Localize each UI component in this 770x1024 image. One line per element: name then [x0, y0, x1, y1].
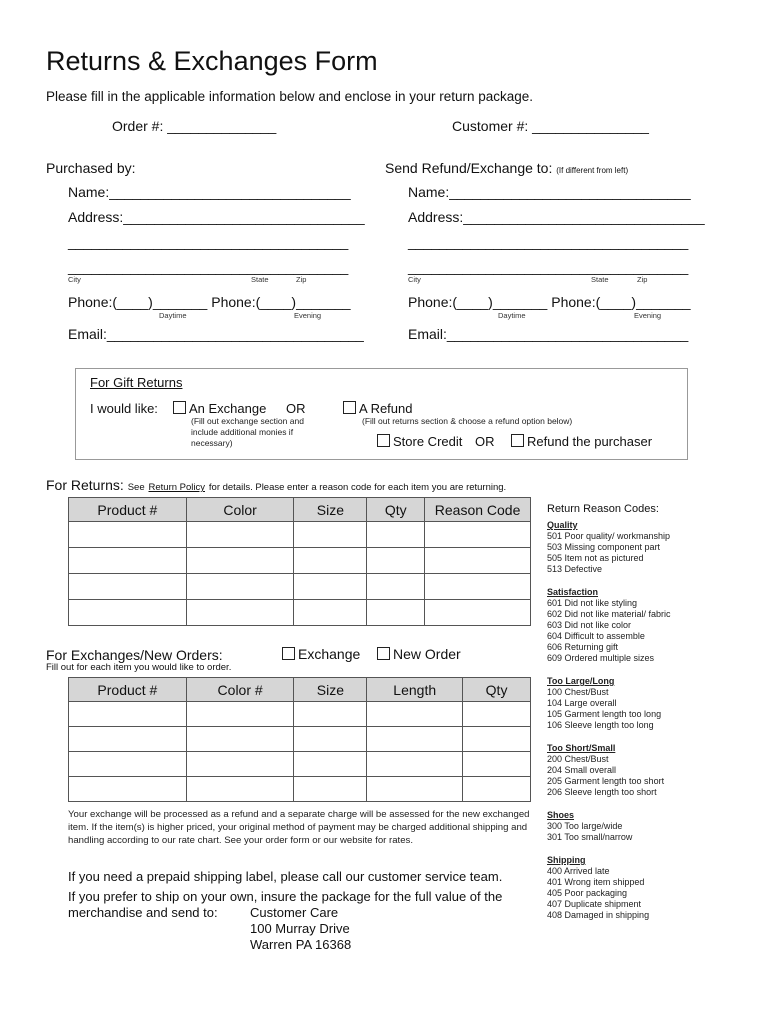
new-order-label: New Order: [393, 646, 461, 662]
table-cell[interactable]: [367, 702, 463, 727]
send-to-heading: [385, 160, 628, 176]
col-product: Product #: [69, 678, 187, 702]
table-cell[interactable]: [294, 752, 367, 777]
send-to-daytime-label: Daytime: [498, 311, 526, 320]
reason-codes-heading: Return Reason Codes:: [547, 503, 659, 515]
table-row[interactable]: [69, 548, 531, 574]
col-qty: Qty: [463, 678, 531, 702]
col-color: Color: [186, 498, 294, 522]
table-cell[interactable]: [367, 727, 463, 752]
send-to-note: (If different from left): [556, 166, 629, 175]
reason-code-item: 100 Chest/Bust: [547, 687, 609, 697]
purchased-daytime-label: Daytime: [159, 311, 187, 320]
table-cell[interactable]: [294, 702, 367, 727]
reason-code-item: 602 Did not like material/ fabric: [547, 609, 671, 619]
table-cell[interactable]: [425, 522, 531, 548]
table-cell[interactable]: [69, 727, 187, 752]
exchange-option-label: An Exchange: [189, 401, 267, 416]
table-row[interactable]: [69, 752, 531, 777]
exchange-checkbox[interactable]: [173, 401, 186, 414]
exchanges-heading: For Exchanges/New Orders:: [46, 647, 223, 663]
reason-code-item: 407 Duplicate shipment: [547, 899, 642, 909]
reason-group-title: Too Large/Long: [547, 676, 615, 686]
table-cell[interactable]: [367, 548, 425, 574]
send-to-name-field[interactable]: Name:_______________________________: [408, 184, 691, 200]
table-row[interactable]: [69, 600, 531, 626]
table-cell[interactable]: [186, 752, 294, 777]
reason-code-item: 513 Defective: [547, 564, 603, 574]
store-credit-label: Store Credit: [393, 434, 463, 449]
gift-returns-heading: For Gift Returns: [90, 375, 183, 390]
table-cell[interactable]: [463, 702, 531, 727]
table-cell[interactable]: [294, 548, 367, 574]
gift-exchange-option[interactable]: [173, 401, 266, 416]
reason-code-item: 206 Sleeve length too short: [547, 787, 657, 797]
col-qty: Qty: [367, 498, 425, 522]
send-to-address-line2[interactable]: ____________________________________: [408, 234, 689, 250]
returns-heading: For Returns:: [46, 477, 124, 493]
reason-code-item: 601 Did not like styling: [547, 598, 638, 608]
table-cell[interactable]: [69, 702, 187, 727]
exchanges-subtext: Fill out for each item you would like to order.: [46, 662, 232, 673]
send-to-city-line[interactable]: ____________________________________: [408, 259, 689, 275]
reason-code-item: 400 Arrived late: [547, 866, 610, 876]
reason-code-item: 300 Too large/wide: [547, 821, 623, 831]
table-cell[interactable]: [463, 777, 531, 802]
new-order-option[interactable]: [377, 646, 461, 662]
purchased-state-label: State: [251, 275, 269, 284]
table-cell[interactable]: [294, 777, 367, 802]
reason-group-satisfaction: [547, 587, 671, 664]
exchanges-header-row: [69, 678, 531, 702]
ship-address-line3: Warren PA 16368: [250, 937, 352, 952]
exchange-note: (Fill out exchange section and include additional monies if necessary): [191, 416, 304, 448]
reason-code-item: 301 Too small/narrow: [547, 832, 633, 842]
table-row[interactable]: [69, 777, 531, 802]
reason-code-item: 104 Large overall: [547, 698, 617, 708]
form-title: Returns & Exchanges Form: [46, 46, 378, 76]
send-to-email-field[interactable]: Email:_______________________________: [408, 326, 689, 342]
send-to-zip-label: Zip: [637, 275, 648, 284]
table-cell[interactable]: [186, 522, 294, 548]
reason-code-item: 603 Did not like color: [547, 620, 632, 630]
table-cell[interactable]: [367, 522, 425, 548]
order-number-field[interactable]: Order #: ______________: [112, 118, 277, 134]
reason-group-too-short: [547, 743, 664, 798]
table-cell[interactable]: [69, 574, 187, 600]
customer-number-field[interactable]: Customer #: _______________: [452, 118, 649, 134]
table-cell[interactable]: [425, 600, 531, 626]
table-cell[interactable]: [367, 777, 463, 802]
reason-code-item: 503 Missing component part: [547, 542, 661, 552]
refund-note: (Fill out returns section & choose a refund option below): [362, 416, 573, 426]
reason-code-item: 200 Chest/Bust: [547, 754, 609, 764]
table-cell[interactable]: [294, 522, 367, 548]
purchased-by-heading: Purchased by:: [46, 160, 136, 176]
table-cell[interactable]: [186, 727, 294, 752]
reason-group-quality: [547, 520, 670, 575]
returns-header-row: [69, 498, 531, 522]
table-cell[interactable]: [69, 600, 187, 626]
col-reason-code: Reason Code: [425, 498, 531, 522]
purchased-city-line[interactable]: ____________________________________: [68, 259, 349, 275]
reason-code-item: 604 Difficult to assemble: [547, 631, 645, 641]
send-to-address-field[interactable]: Address:_______________________________: [408, 209, 705, 225]
table-cell[interactable]: [186, 548, 294, 574]
table-cell[interactable]: [186, 600, 294, 626]
table-cell[interactable]: [186, 702, 294, 727]
reason-code-item: 501 Poor quality/ workmanship: [547, 531, 671, 541]
reason-code-item: 106 Sleeve length too long: [547, 720, 654, 730]
table-row[interactable]: [69, 702, 531, 727]
reason-code-item: 401 Wrong item shipped: [547, 877, 645, 887]
table-cell[interactable]: [367, 600, 425, 626]
ship-address-line2: 100 Murray Drive: [250, 921, 350, 936]
returns-details-text: for details. Please enter a reason code for each item you are returning.: [208, 482, 507, 493]
table-cell[interactable]: [69, 522, 187, 548]
purchased-email-field[interactable]: Email:_________________________________: [68, 326, 364, 342]
reason-group-shoes: [547, 810, 632, 843]
send-to-phone-field[interactable]: Phone:(____)_______ Phone:(____)_______: [408, 294, 691, 310]
table-cell[interactable]: [69, 548, 187, 574]
send-to-evening-label: Evening: [634, 311, 662, 320]
send-to-heading-text: Send Refund/Exchange to:: [385, 160, 553, 176]
exchange-type-checkbox[interactable]: [282, 647, 295, 660]
table-cell[interactable]: [425, 574, 531, 600]
table-row[interactable]: [69, 574, 531, 600]
col-color: Color #: [186, 678, 294, 702]
reason-code-item: 609 Ordered multiple sizes: [547, 653, 655, 663]
new-order-checkbox[interactable]: [377, 647, 390, 660]
purchased-city-label: City: [68, 275, 81, 284]
ship-own-line2: merchandise and send to:: [68, 905, 218, 920]
table-cell[interactable]: [463, 752, 531, 777]
reason-group-title: Too Short/Small: [547, 743, 616, 753]
purchased-zip-label: Zip: [296, 275, 307, 284]
table-cell[interactable]: [186, 777, 294, 802]
table-row[interactable]: [69, 522, 531, 548]
exchange-note: Your exchange will be processed as a refund and a separate charge will be assessed for the new exchanged item. If the item(s) is higher priced, your original method of payment may be charged additional shipping and handling according to our rate chart. See your order form or our website for rates.: [68, 809, 530, 846]
refund-purchaser-label: Refund the purchaser: [527, 434, 653, 449]
reason-group-title: Shipping: [547, 855, 586, 865]
reason-group-too-large: [547, 676, 661, 731]
table-row[interactable]: [69, 727, 531, 752]
reason-code-item: 204 Small overall: [547, 765, 617, 775]
purchased-address-field[interactable]: Address:_______________________________: [68, 209, 365, 225]
table-cell[interactable]: [367, 574, 425, 600]
refund-checkbox[interactable]: [343, 401, 356, 414]
purchased-phone-field[interactable]: Phone:(____)_______ Phone:(____)_______: [68, 294, 351, 310]
reason-code-item: 105 Garment length too long: [547, 709, 662, 719]
exchange-type-option[interactable]: [282, 646, 360, 662]
return-policy-link[interactable]: Return Policy: [148, 482, 205, 493]
table-cell[interactable]: [294, 600, 367, 626]
store-credit-checkbox[interactable]: [377, 434, 390, 447]
send-to-city-label: City: [408, 275, 421, 284]
ship-address-line1: Customer Care: [250, 905, 339, 920]
col-size: Size: [294, 678, 367, 702]
reason-code-item: 205 Garment length too short: [547, 776, 665, 786]
table-cell[interactable]: [294, 727, 367, 752]
exchanges-table: [68, 677, 531, 802]
returns-see-text: See: [127, 482, 145, 493]
reason-code-item: 505 Item not as pictured: [547, 553, 644, 563]
reason-code-item: 405 Poor packaging: [547, 888, 628, 898]
table-cell[interactable]: [367, 752, 463, 777]
exchange-type-label: Exchange: [298, 646, 361, 662]
returns-table: [68, 497, 531, 626]
table-cell[interactable]: [425, 548, 531, 574]
gift-refund-option[interactable]: [343, 401, 413, 416]
purchased-address-line2[interactable]: ____________________________________: [68, 234, 349, 250]
refund-purchaser-checkbox[interactable]: [511, 434, 524, 447]
table-cell[interactable]: [294, 574, 367, 600]
prepaid-label-text: If you need a prepaid shipping label, please call our customer service team.: [68, 869, 503, 884]
table-cell[interactable]: [463, 727, 531, 752]
reason-group-title: Quality: [547, 520, 578, 530]
refund-or-label: OR: [475, 434, 495, 449]
reason-group-title: Satisfaction: [547, 587, 599, 597]
send-to-state-label: State: [591, 275, 609, 284]
intro-text: Please fill in the applicable information below and enclose in your return package.: [46, 89, 534, 104]
returns-heading-row: [46, 477, 506, 493]
col-product: Product #: [69, 498, 187, 522]
table-cell[interactable]: [69, 752, 187, 777]
ship-own-line1: If you prefer to ship on your own, insure the package for the full value of the: [68, 889, 503, 904]
reason-group-title: Shoes: [547, 810, 575, 820]
store-credit-option[interactable]: [377, 434, 462, 449]
table-cell[interactable]: [186, 574, 294, 600]
col-size: Size: [294, 498, 367, 522]
reason-code-item: 606 Returning gift: [547, 642, 619, 652]
would-like-label: I would like:: [90, 401, 158, 416]
table-cell[interactable]: [69, 777, 187, 802]
refund-purchaser-option[interactable]: [511, 434, 652, 449]
gift-or-label: OR: [286, 401, 306, 416]
purchased-evening-label: Evening: [294, 311, 322, 320]
purchased-name-field[interactable]: Name:_______________________________: [68, 184, 351, 200]
reason-group-shipping: [547, 855, 649, 921]
col-length: Length: [367, 678, 463, 702]
refund-option-label: A Refund: [359, 401, 413, 416]
reason-code-item: 408 Damaged in shipping: [547, 910, 650, 920]
